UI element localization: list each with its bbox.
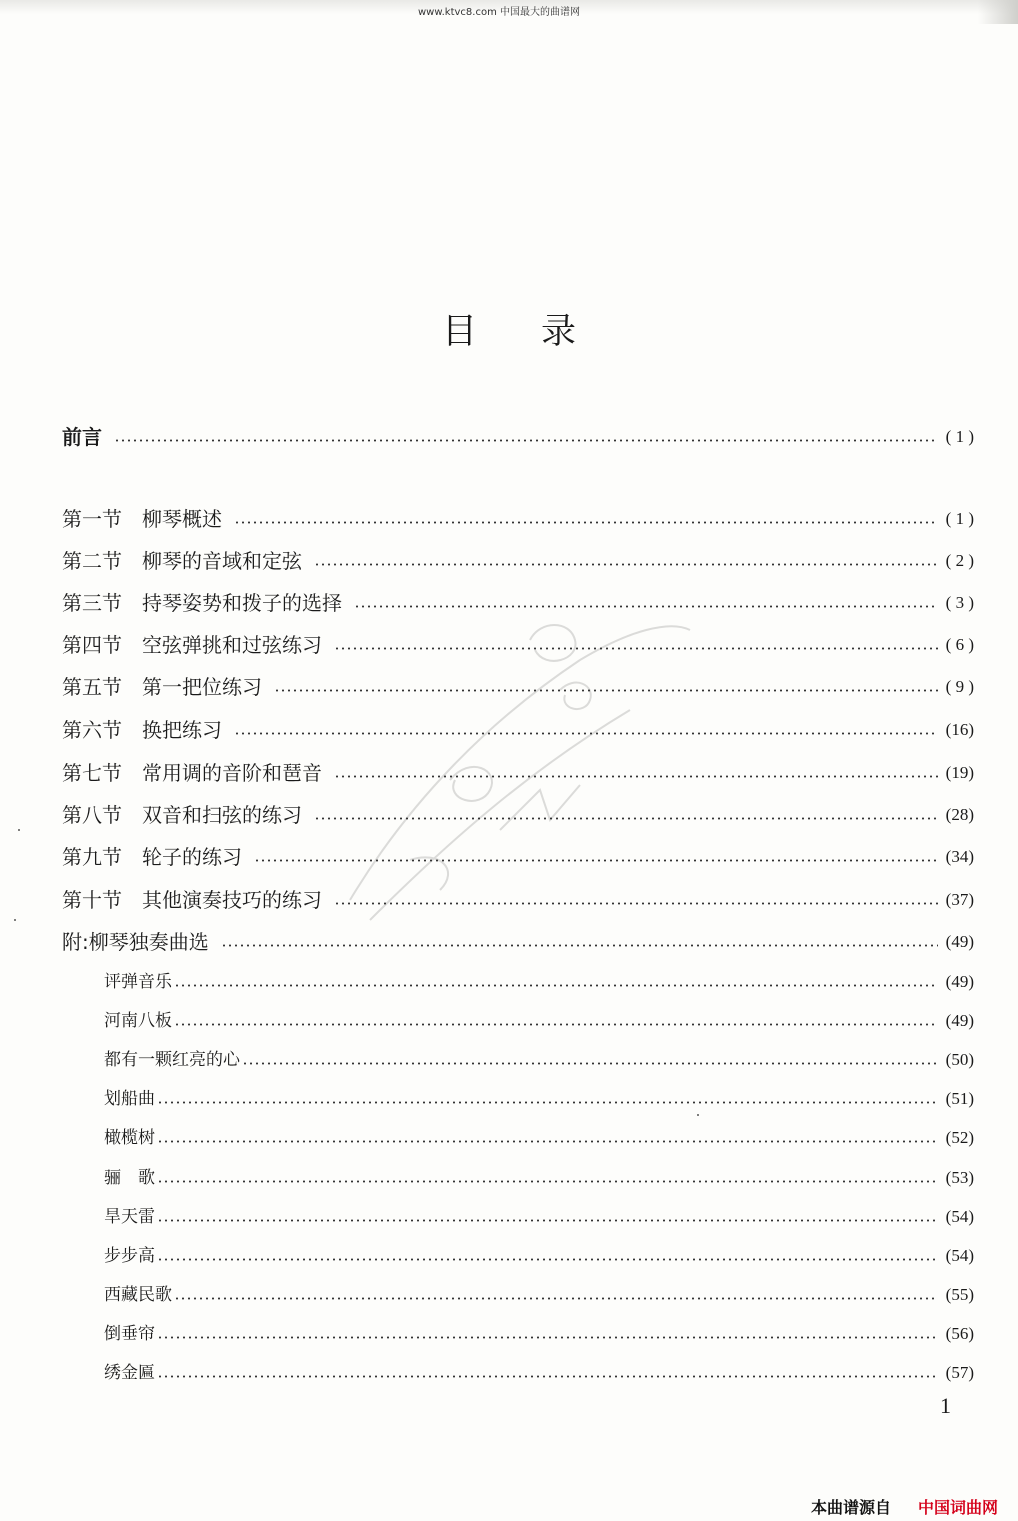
toc-subentry-label: 旱天雷: [104, 1207, 155, 1227]
toc-entry-label: 第七节 常用调的音阶和琶音: [62, 761, 322, 785]
toc-subentry-page: (49): [945, 1011, 974, 1030]
toc-entry-page: (19): [945, 763, 974, 782]
toc-entry-page: ( 1 ): [945, 509, 974, 528]
toc-subentry-piece[interactable]: [104, 969, 974, 995]
toc-subentry-label: 步步高: [104, 1246, 155, 1266]
toc-entry-appendix[interactable]: [62, 928, 974, 956]
toc-entry-label: 第八节 双音和扫弦的练习: [62, 803, 302, 827]
toc-entry-page: (16): [945, 720, 974, 739]
dot-leader: [174, 1297, 938, 1300]
toc-entry-label: 第四节 空弦弹挑和过弦练习: [62, 633, 322, 657]
footer-source-label: 本曲谱源自: [811, 1498, 892, 1517]
toc-subentry-label: 评弹音乐: [104, 972, 172, 992]
dot-leader: [157, 1375, 938, 1378]
toc-entry-page: ( 9 ): [945, 677, 974, 696]
toc-entry-section[interactable]: [62, 547, 974, 575]
toc-subentry-label: 西藏民歌: [104, 1285, 172, 1305]
toc-subentry-piece[interactable]: [104, 1204, 974, 1230]
dot-leader: [334, 647, 938, 650]
toc-entry-page: ( 2 ): [945, 551, 974, 570]
toc-subentry-piece[interactable]: [104, 1321, 974, 1347]
dot-leader: [157, 1258, 938, 1261]
toc-entry-label: 第三节 持琴姿势和拨子的选择: [62, 591, 342, 615]
dot-leader: [114, 439, 938, 442]
toc-subentry-piece[interactable]: [104, 1165, 974, 1191]
dot-leader: [157, 1336, 938, 1339]
toc-subentry-piece[interactable]: [104, 1047, 974, 1073]
toc-subentry-page: (54): [945, 1207, 974, 1226]
toc-subentry-page: (50): [945, 1050, 974, 1069]
toc-subentry-page: (52): [945, 1128, 974, 1147]
toc-entry-section[interactable]: [62, 673, 974, 701]
toc-subentry-label: 河南八板: [104, 1011, 172, 1031]
toc-entry-label: 第十节 其他演奏技巧的练习: [62, 888, 322, 912]
toc-entry-section[interactable]: [62, 759, 974, 787]
toc-subentry-label: 骊 歌: [104, 1168, 155, 1188]
toc-entry-page: (28): [945, 805, 974, 824]
toc-subentry-page: (51): [945, 1089, 974, 1108]
toc-subentry-page: (53): [945, 1168, 974, 1187]
page-corner-shadow: [978, 0, 1018, 24]
toc-entry-section[interactable]: [62, 505, 974, 533]
toc-entry-page: ( 6 ): [945, 635, 974, 654]
dot-leader: [174, 984, 938, 987]
toc-entry-page: (49): [945, 932, 974, 951]
dot-leader: [314, 817, 938, 820]
toc-entry-label: 前言: [62, 425, 102, 449]
dot-leader: [221, 944, 938, 947]
toc-entry-page: ( 1 ): [945, 427, 974, 446]
scan-speck: [697, 1114, 699, 1116]
dot-leader: [274, 689, 938, 692]
toc-entry-page: (37): [945, 890, 974, 909]
toc-entry-label: 第一节 柳琴概述: [62, 507, 222, 531]
toc-subentry-piece[interactable]: [104, 1282, 974, 1308]
toc-subentry-piece[interactable]: [104, 1086, 974, 1112]
toc-entry-label: 第二节 柳琴的音域和定弦: [62, 549, 302, 573]
page-title: 目录: [441, 312, 640, 352]
toc-entry-page: (34): [945, 847, 974, 866]
toc-entry-label: 第六节 换把练习: [62, 718, 222, 742]
toc-subentry-label: 划船曲: [104, 1089, 155, 1109]
toc-subentry-page: (55): [945, 1285, 974, 1304]
toc-subentry-page: (56): [945, 1324, 974, 1343]
toc-entry-label: 第五节 第一把位练习: [62, 675, 262, 699]
dot-leader: [334, 902, 938, 905]
scan-speck: [14, 919, 16, 921]
toc-subentry-page: (54): [945, 1246, 974, 1265]
toc-subentry-page: (57): [945, 1363, 974, 1382]
dot-leader: [157, 1219, 938, 1222]
toc-entry-section[interactable]: [62, 801, 974, 829]
dot-leader: [254, 859, 938, 862]
toc-entry-section[interactable]: [62, 886, 974, 914]
toc-subentry-piece[interactable]: [104, 1360, 974, 1386]
toc-entry-label: 附:柳琴独奏曲选: [62, 930, 209, 954]
footer-site-link[interactable]: 中国词曲网: [918, 1498, 999, 1517]
header-watermark: www.ktvc8.com 中国最大的曲谱网: [418, 7, 581, 18]
scan-speck: [18, 829, 20, 831]
dot-leader: [354, 605, 938, 608]
dot-leader: [157, 1180, 938, 1183]
toc-subentry-piece[interactable]: [104, 1008, 974, 1034]
toc-entry-preface[interactable]: [62, 423, 974, 451]
toc-subentry-piece[interactable]: [104, 1125, 974, 1151]
toc-subentry-label: 倒垂帘: [104, 1324, 155, 1344]
dot-leader: [334, 775, 938, 778]
toc-entry-section[interactable]: [62, 631, 974, 659]
toc-entry-label: 第九节 轮子的练习: [62, 845, 242, 869]
dot-leader: [234, 521, 938, 524]
toc-subentry-label: 都有一颗红亮的心: [104, 1050, 240, 1070]
toc-entry-section[interactable]: [62, 589, 974, 617]
dot-leader: [157, 1140, 938, 1143]
toc-subentry-label: 橄榄树: [104, 1128, 155, 1148]
toc-entry-section[interactable]: [62, 716, 974, 744]
toc-subentry-piece[interactable]: [104, 1243, 974, 1269]
dot-leader: [157, 1101, 938, 1104]
dot-leader: [314, 563, 938, 566]
page-number: 1: [940, 1393, 951, 1418]
toc-subentry-label: 绣金匾: [104, 1363, 155, 1383]
toc-entry-page: ( 3 ): [945, 593, 974, 612]
dot-leader: [174, 1023, 938, 1026]
toc-subentry-page: (49): [945, 972, 974, 991]
toc-entry-section[interactable]: [62, 843, 974, 871]
dot-leader: [242, 1062, 938, 1065]
dot-leader: [234, 732, 938, 735]
